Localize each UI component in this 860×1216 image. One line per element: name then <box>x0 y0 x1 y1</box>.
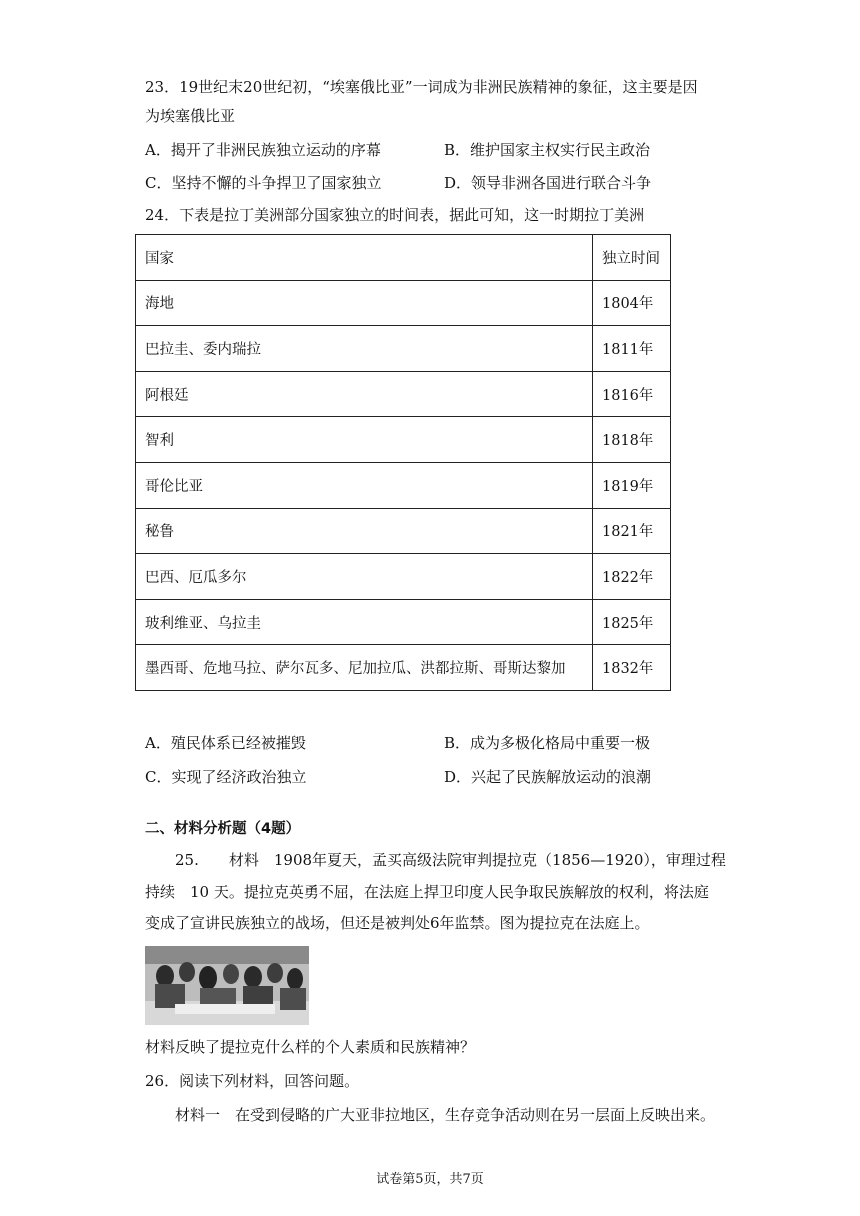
table-cell-country: 阿根廷 <box>136 371 593 417</box>
table-header-year: 独立时间 <box>593 235 671 281</box>
q26-material1: 材料一 在受到侵略的广大亚非拉地区，生存竞争活动则在另一层面上反映出来。 <box>175 1106 716 1124</box>
table-row <box>136 371 671 417</box>
q24-option-a: A．殖民体系已经被摧毁 <box>145 734 306 752</box>
table-cell-country: 巴拉圭、委内瑞拉 <box>136 326 593 372</box>
table-cell-year: 1821年 <box>593 508 671 554</box>
q26-stem: 26．阅读下列材料，回答问题。 <box>145 1072 360 1090</box>
q23-option-c: C．坚持不懈的斗争捍卫了国家独立 <box>145 174 382 192</box>
table-cell-country: 秘鲁 <box>136 508 593 554</box>
q23-stem-line2: 为埃塞俄比亚 <box>145 107 236 125</box>
table-cell-country: 墨西哥、危地马拉、萨尔瓦多、尼加拉瓜、洪都拉斯、哥斯达黎加 <box>136 645 593 691</box>
table-row <box>136 462 671 508</box>
section-heading: 二、材料分析题（4题） <box>145 821 301 837</box>
table-cell-country: 哥伦比亚 <box>136 462 593 508</box>
table-row <box>136 280 671 326</box>
table-row <box>136 508 671 554</box>
table-cell-year: 1832年 <box>593 645 671 691</box>
q25-line1: 25. 材料 1908年夏天，孟买高级法院审判提拉克（1856—1920），审理过程 <box>175 851 726 869</box>
page-footer: 试卷第5页，共7页 <box>376 1172 484 1187</box>
table-cell-country: 智利 <box>136 417 593 463</box>
table-cell-year: 1811年 <box>593 326 671 372</box>
q24-option-c: C．实现了经济政治独立 <box>145 768 307 786</box>
table-cell-year: 1822年 <box>593 554 671 600</box>
q24-option-d: D．兴起了民族解放运动的浪潮 <box>444 768 652 786</box>
table-row <box>136 417 671 463</box>
q25-line2: 持续 10 天。提拉克英勇不屈，在法庭上捍卫印度人民争取民族解放的权利，将法庭 <box>145 883 709 901</box>
table-header-country: 国家 <box>136 235 593 281</box>
table-header-row <box>136 235 671 281</box>
q23-option-a: A．揭开了非洲民族独立运动的序幕 <box>145 141 381 159</box>
q23-option-b: B．维护国家主权实行民主政治 <box>444 141 651 159</box>
table-cell-year: 1818年 <box>593 417 671 463</box>
q25-question: 材料反映了提拉克什么样的个人素质和民族精神？ <box>145 1038 476 1056</box>
table-row <box>136 645 671 691</box>
court-photo-image <box>145 946 309 1025</box>
table-cell-country: 海地 <box>136 280 593 326</box>
table-cell-country: 巴西、厄瓜多尔 <box>136 554 593 600</box>
q23-option-d: D．领导非洲各国进行联合斗争 <box>444 174 652 192</box>
q24-stem: 24．下表是拉丁美洲部分国家独立的时间表，据此可知，这一时期拉丁美洲 <box>145 206 645 224</box>
table-cell-year: 1816年 <box>593 371 671 417</box>
table-cell-year: 1825年 <box>593 599 671 645</box>
q23-stem-line1: 23．19世纪末20世纪初，“埃塞俄比亚”一词成为非洲民族精神的象征，这主要是因 <box>145 78 698 96</box>
table-row <box>136 554 671 600</box>
q24-option-b: B．成为多极化格局中重要一极 <box>444 734 651 752</box>
table-cell-country: 玻利维亚、乌拉圭 <box>136 599 593 645</box>
tilak-court-photo <box>145 946 309 1025</box>
independence-table <box>135 234 671 691</box>
table-row <box>136 599 671 645</box>
q25-line3: 变成了宣讲民族独立的战场，但还是被判处6年监禁。图为提拉克在法庭上。 <box>145 914 650 932</box>
table-row <box>136 326 671 372</box>
table-cell-year: 1804年 <box>593 280 671 326</box>
table-cell-year: 1819年 <box>593 462 671 508</box>
